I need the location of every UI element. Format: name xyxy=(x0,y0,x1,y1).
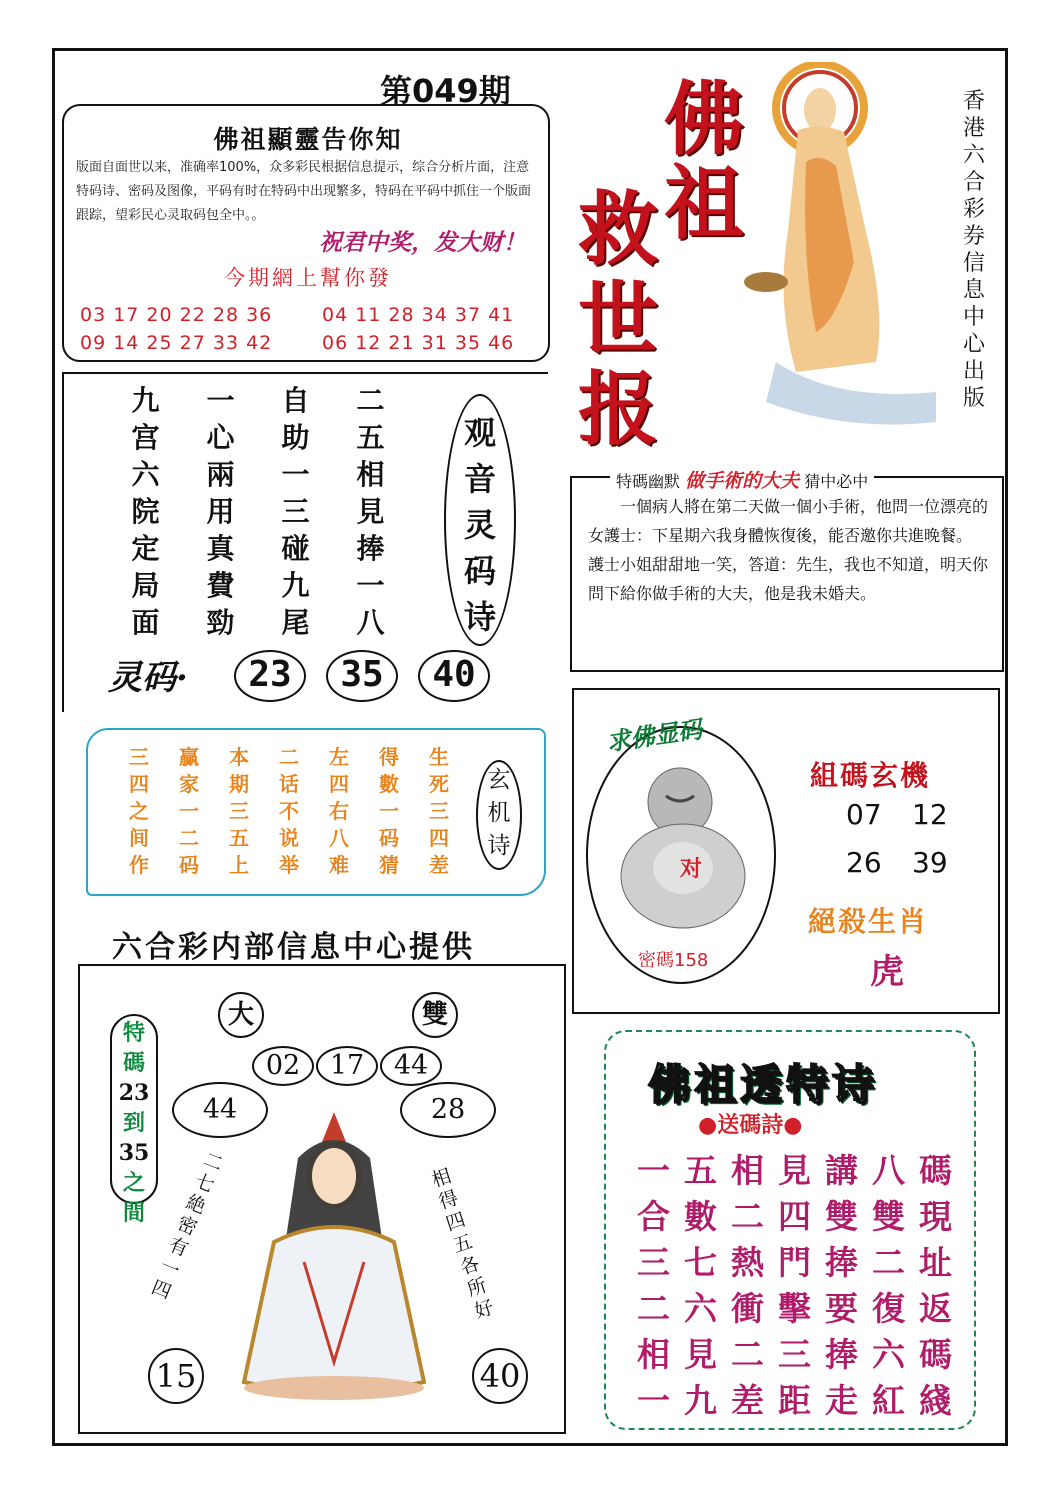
special-poem-char: 二 xyxy=(872,1243,905,1282)
special-poem-char: 八 xyxy=(872,1151,905,1190)
number-oval: 44 xyxy=(380,1046,442,1086)
poem-char: 九 xyxy=(131,384,160,417)
xuanji-char: 差 xyxy=(429,853,449,877)
poem-char: 費 xyxy=(206,569,235,602)
poem-char: 助 xyxy=(281,421,310,454)
poem-char: 八 xyxy=(356,606,385,639)
special-poem-char: 距 xyxy=(778,1381,811,1420)
special-poem-char: 捧 xyxy=(825,1335,858,1374)
special-poem-char: 六 xyxy=(872,1335,905,1374)
number-oval: 02 xyxy=(252,1046,314,1086)
special-poem-char: 復 xyxy=(872,1289,905,1328)
poem-char: 定 xyxy=(131,532,160,565)
special-poem-char: 雙 xyxy=(872,1197,905,1236)
special-poem-char: 二 xyxy=(731,1197,764,1236)
tm-char: 碼 xyxy=(122,1050,145,1076)
end-number: 15 xyxy=(148,1348,204,1404)
poem-char: 一 xyxy=(356,569,385,602)
poem-char: 用 xyxy=(206,495,235,528)
xuanji-side-title: 玄机诗 xyxy=(487,767,511,859)
combo-number: 12 xyxy=(912,798,948,831)
special-poem-char: 相 xyxy=(637,1335,670,1374)
guanyin-seated-icon xyxy=(234,1102,434,1402)
combo-number: 39 xyxy=(912,846,948,879)
special-poem-char: 五 xyxy=(684,1151,717,1190)
title-char: 世 xyxy=(578,272,658,366)
xuanji-char: 本 xyxy=(229,745,249,769)
poem-char: 碰 xyxy=(281,532,310,565)
combo-number: 26 xyxy=(846,846,882,879)
special-poem-char: 衝 xyxy=(731,1289,764,1328)
xuanji-char: 二 xyxy=(279,745,299,769)
poem-char: 院 xyxy=(131,495,160,528)
poem-char: 相 xyxy=(356,458,385,491)
xuanji-char: 八 xyxy=(329,826,349,850)
poem-char: 一 xyxy=(206,384,235,417)
lingma-label: 灵码· xyxy=(108,658,188,698)
special-poem-char: 熱 xyxy=(731,1243,764,1282)
xuanji-char: 五 xyxy=(229,826,249,850)
special-poem-char: 碼 xyxy=(919,1335,952,1374)
number-oval: 17 xyxy=(316,1046,378,1086)
special-poem-char: 雙 xyxy=(825,1197,858,1236)
xuanji-char: 生 xyxy=(429,745,449,769)
number-oval: 44 xyxy=(172,1082,268,1138)
xuanji-char: 间 xyxy=(129,826,149,850)
special-poem-char: 差 xyxy=(731,1381,764,1420)
xuanji-char: 码 xyxy=(179,853,199,877)
end-number: 40 xyxy=(472,1348,528,1404)
xuanji-char: 四 xyxy=(129,772,149,796)
xuanji-char: 上 xyxy=(229,853,249,877)
joke-body xyxy=(588,492,992,608)
special-poem-char: 見 xyxy=(684,1335,717,1374)
combo-title: 組碼玄機 xyxy=(810,759,931,792)
joke-tag: 特碼幽默 xyxy=(616,472,681,491)
poem-char: 五 xyxy=(356,421,385,454)
xuanji-char: 贏 xyxy=(179,745,199,769)
special-poem-char: 六 xyxy=(684,1289,717,1328)
special-poem-char: 要 xyxy=(825,1289,858,1328)
laughing-buddha-icon xyxy=(608,756,758,932)
special-poem-grid xyxy=(630,1148,959,1424)
xuanji-char: 四 xyxy=(329,772,349,796)
xuanji-char: 四 xyxy=(429,826,449,850)
intro-body: 版面自面世以来，准确率100%，众多彩民根据信息提示，综合分析片面，注意特码诗、密码及图像，平码有时在特码中出现繁多，特码在平码中抓住一个版面跟踪，望彩民心灵取码包全中。。 xyxy=(76,160,532,223)
poem-char: 三 xyxy=(281,495,310,528)
joke-header xyxy=(610,466,874,493)
special-poem-char: 數 xyxy=(684,1197,717,1236)
big-label: 大 xyxy=(218,992,264,1038)
xuanji-char: 三 xyxy=(129,745,149,769)
poem-char: 心 xyxy=(206,421,235,454)
double-label: 雙 xyxy=(412,992,458,1038)
poem-char: 九 xyxy=(281,569,310,602)
special-poem-char: 擊 xyxy=(778,1289,811,1328)
xuanji-char: 不 xyxy=(279,799,299,823)
publisher-vertical: 香港六合彩券信息中心出版 xyxy=(962,89,985,411)
xuanji-char: 一 xyxy=(379,799,399,823)
xuanji-char: 作 xyxy=(129,853,149,877)
special-poem-char: 三 xyxy=(778,1335,811,1374)
special-poem-char: 七 xyxy=(684,1243,717,1282)
special-poem-char: 九 xyxy=(684,1381,717,1420)
title-char: 祖 xyxy=(664,156,744,250)
kill-zodiac: 虎 xyxy=(870,952,904,992)
xuanji-char: 三 xyxy=(229,799,249,823)
tm-char: 23 xyxy=(118,1080,150,1106)
numbers-row: 04 11 28 34 37 41 xyxy=(322,304,515,326)
tm-char: 間 xyxy=(122,1200,145,1226)
tm-char: 之 xyxy=(122,1170,145,1196)
lingma-code: 35 xyxy=(326,650,398,702)
xuanji-char: 數 xyxy=(379,772,399,796)
numbers-row: 09 14 25 27 33 42 xyxy=(80,332,273,354)
special-poem-char: 見 xyxy=(778,1151,811,1190)
special-poem-char: 二 xyxy=(731,1335,764,1374)
special-code-range xyxy=(112,1018,156,1228)
title-char: 佛 xyxy=(664,72,744,166)
wish-text: 祝君中奖，发大财！ xyxy=(319,230,526,256)
special-poem-title: 佛祖透特诗 xyxy=(648,1060,879,1109)
poem-grid xyxy=(108,382,408,641)
xuanji-char: 家 xyxy=(179,772,199,796)
poem-char: 局 xyxy=(131,569,160,602)
tm-char: 到 xyxy=(122,1110,145,1136)
title-char: 报 xyxy=(578,362,658,456)
buddha-title: 求佛显码 xyxy=(604,715,704,757)
xuanji-grid xyxy=(114,744,464,879)
special-poem-char: 講 xyxy=(825,1151,858,1190)
lingma-code: 23 xyxy=(234,650,306,702)
poem-char: 宫 xyxy=(131,421,160,454)
special-poem-char: 門 xyxy=(778,1243,811,1282)
numbers-row: 06 12 21 31 35 46 xyxy=(322,332,515,354)
poem-char: 真 xyxy=(206,532,235,565)
poem-char: 二 xyxy=(356,384,385,417)
secret-code: 密碼158 xyxy=(638,950,709,971)
xuanji-char: 得 xyxy=(379,745,399,769)
left-vertical-poem: 二七絶密有一四 xyxy=(148,1148,226,1304)
buddha-mark: 对 xyxy=(680,857,703,882)
kill-zodiac-title: 絕殺生肖 xyxy=(808,905,929,938)
xuanji-char: 话 xyxy=(279,772,299,796)
poem-char: 尾 xyxy=(281,606,310,639)
special-poem-char: 返 xyxy=(919,1289,952,1328)
xuanji-char: 举 xyxy=(279,853,299,877)
xuanji-char: 二 xyxy=(179,826,199,850)
poem-char: 勁 xyxy=(206,606,235,639)
special-poem-char: 碼 xyxy=(919,1151,952,1190)
poem-char: 兩 xyxy=(206,458,235,491)
intro-box xyxy=(62,104,550,362)
poem-char: 面 xyxy=(131,606,160,639)
special-poem-char: 三 xyxy=(637,1243,670,1282)
special-poem-char: 現 xyxy=(919,1197,952,1236)
joke-title: 做手術的大夫 xyxy=(685,470,800,492)
special-poem-char: 一 xyxy=(637,1381,670,1420)
special-poem-char: 二 xyxy=(637,1289,670,1328)
lingma-code: 40 xyxy=(418,650,490,702)
tm-char: 35 xyxy=(118,1140,150,1166)
special-poem-char: 紅 xyxy=(872,1381,905,1420)
poem-side-title: 观音灵码诗 xyxy=(463,414,496,636)
special-poem-char: 一 xyxy=(637,1151,670,1190)
xuanji-char: 难 xyxy=(329,853,349,877)
poem-char: 一 xyxy=(281,458,310,491)
xuanji-char: 期 xyxy=(229,772,249,796)
xuanji-char: 右 xyxy=(329,799,349,823)
issue-number: 第049期 xyxy=(380,72,511,110)
special-poem-char: 捧 xyxy=(825,1243,858,1282)
special-poem-char: 相 xyxy=(731,1151,764,1190)
xuanji-char: 一 xyxy=(179,799,199,823)
provider-text: 六合彩内部信息中心提供 xyxy=(112,930,475,965)
numbers-row: 03 17 20 22 28 36 xyxy=(80,304,273,326)
special-poem-char: 走 xyxy=(825,1381,858,1420)
xuanji-char: 死 xyxy=(429,772,449,796)
poem-char: 捧 xyxy=(356,532,385,565)
poem-char: 見 xyxy=(356,495,385,528)
special-poem-char: 合 xyxy=(637,1197,670,1236)
intro-title: 佛祖顯靈告你知 xyxy=(213,125,403,154)
poem-char: 自 xyxy=(281,384,310,417)
special-poem-char: 綫 xyxy=(919,1381,952,1420)
special-poem-char: 四 xyxy=(778,1197,811,1236)
today-label: 今期網上幫你發 xyxy=(224,266,392,290)
xuanji-char: 三 xyxy=(429,799,449,823)
joke-paragraph: 護士小姐甜甜地一笑，答道：先生，我也不知道，明天你問下給你做手術的大夫，他是我未婚夫。 xyxy=(588,555,989,603)
title-char: 救 xyxy=(578,182,658,276)
xuanji-char: 码 xyxy=(379,826,399,850)
special-poem-sub: ●送碼詩● xyxy=(698,1113,803,1138)
combo-number: 07 xyxy=(846,798,882,831)
right-vertical-poem: 相得四五各所好 xyxy=(429,1165,497,1324)
xuanji-char: 猜 xyxy=(379,853,399,877)
xuanji-char: 之 xyxy=(129,799,149,823)
poem-char: 六 xyxy=(131,458,160,491)
xuanji-char: 说 xyxy=(279,826,299,850)
tm-char: 特 xyxy=(122,1020,145,1046)
joke-tag2: 猜中必中 xyxy=(804,472,869,491)
number-oval: 28 xyxy=(400,1082,496,1138)
xuanji-char: 左 xyxy=(329,745,349,769)
special-poem-char: 址 xyxy=(919,1243,952,1282)
guanyin-figure xyxy=(736,62,948,432)
joke-paragraph: 一個病人將在第二天做一個小手術，他問一位漂亮的女護士：下星期六我身體恢復後，能否邀你共進晚餐。 xyxy=(588,497,989,545)
